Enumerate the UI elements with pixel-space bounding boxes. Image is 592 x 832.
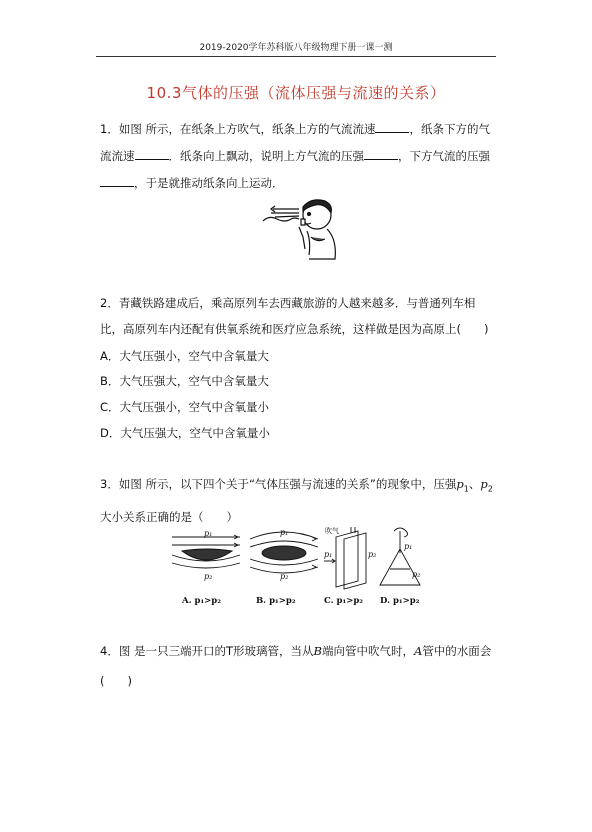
diagram-a [172, 535, 240, 568]
question-4 [100, 636, 495, 696]
q1-text-1: 1．如图 所示，在纸条上方吹气，纸条上方的气流流速 [100, 122, 376, 136]
q3-var-p2: p [480, 477, 488, 491]
q4-text-1: 4．图 是一只三端开口的T形玻璃管，当从 [100, 644, 314, 658]
q4-text-2: 端向管中吹气时， [321, 644, 414, 658]
q3-var-p1: p [456, 477, 464, 491]
q2-option-d: D．大气压强大，空气中含氧量小 [100, 426, 270, 440]
label-a-p1: p₁ [204, 529, 213, 538]
q1-blank-3 [364, 147, 398, 160]
q2-option-c: C．大气压强小，空气中含氧量小 [100, 400, 270, 414]
q1-blank-1 [375, 120, 409, 133]
diagram-b [250, 532, 318, 573]
caption-d: D. p₁>p₂ [380, 596, 420, 606]
page-header: 2019-2020学年苏科版八年级物理下册一课一测 [199, 43, 393, 53]
question-3 [100, 470, 495, 531]
label-c-p1: p₁ [324, 550, 333, 559]
caption-a: A. p₁>p₂ [182, 596, 221, 606]
q2-option-b: B．大气压强大，空气中含氧量大 [100, 374, 269, 388]
figure-pressure-diagrams [168, 527, 430, 609]
q3-sub-1: 1 [463, 484, 469, 494]
label-b-p1: p₁ [280, 528, 289, 537]
question-2-stem: 2．青藏铁路建成后，乘高原列车去西藏旅游的人越来越多．与普通列车相比，高原列车内还配有供氧系统和医疗应急系统，这样做是因为高原上( ) [100, 296, 489, 336]
q1-text-2: ，纸条下方的气流流速 [100, 122, 490, 163]
air-line-3 [275, 216, 299, 217]
q3-text-1: 3．如图 所示，以下四个关于“气体压强与流速的关系”的现象中，压强 [100, 477, 457, 491]
q3-separator: 、 [468, 477, 481, 491]
label-c-blow: 吹气 [325, 527, 339, 535]
q3-text-2: 大小关系正确的是（ ） [100, 510, 238, 525]
page-title: 10.3气体的压强（流体压强与流速的关系） [146, 84, 446, 102]
paper-strip [263, 217, 299, 221]
q3-sub-2: 2 [487, 484, 493, 494]
caption-b: B. p₁>p₂ [256, 596, 296, 606]
q1-text-5: ，于是就推动纸条向上运动． [134, 176, 284, 190]
figure-boy-blowing [255, 193, 340, 263]
header-rule [96, 56, 496, 57]
q1-blank-4 [100, 174, 134, 187]
q1-text-4: ，下方气流的压强 [398, 149, 490, 163]
label-d-p1: p₁ [404, 542, 413, 551]
q4-text-3: 管中的水面会( ) [100, 644, 492, 688]
q1-blank-2 [135, 147, 169, 160]
label-c-p2: p₂ [368, 550, 377, 559]
q2-option-a: A．大气压强小，空气中含氧量大 [100, 349, 269, 363]
label-d-p2: p₂ [412, 570, 421, 579]
label-b-p2: p₂ [280, 572, 289, 581]
caption-c: C. p₁>p₂ [324, 596, 363, 606]
q4-var-a: A [413, 644, 423, 658]
q1-text-3: ．纸条向上飘动，说明上方气流的压强 [168, 149, 364, 163]
label-a-p2: p₂ [204, 572, 213, 581]
question-1 [100, 116, 495, 197]
q4-var-b: B [313, 644, 322, 658]
